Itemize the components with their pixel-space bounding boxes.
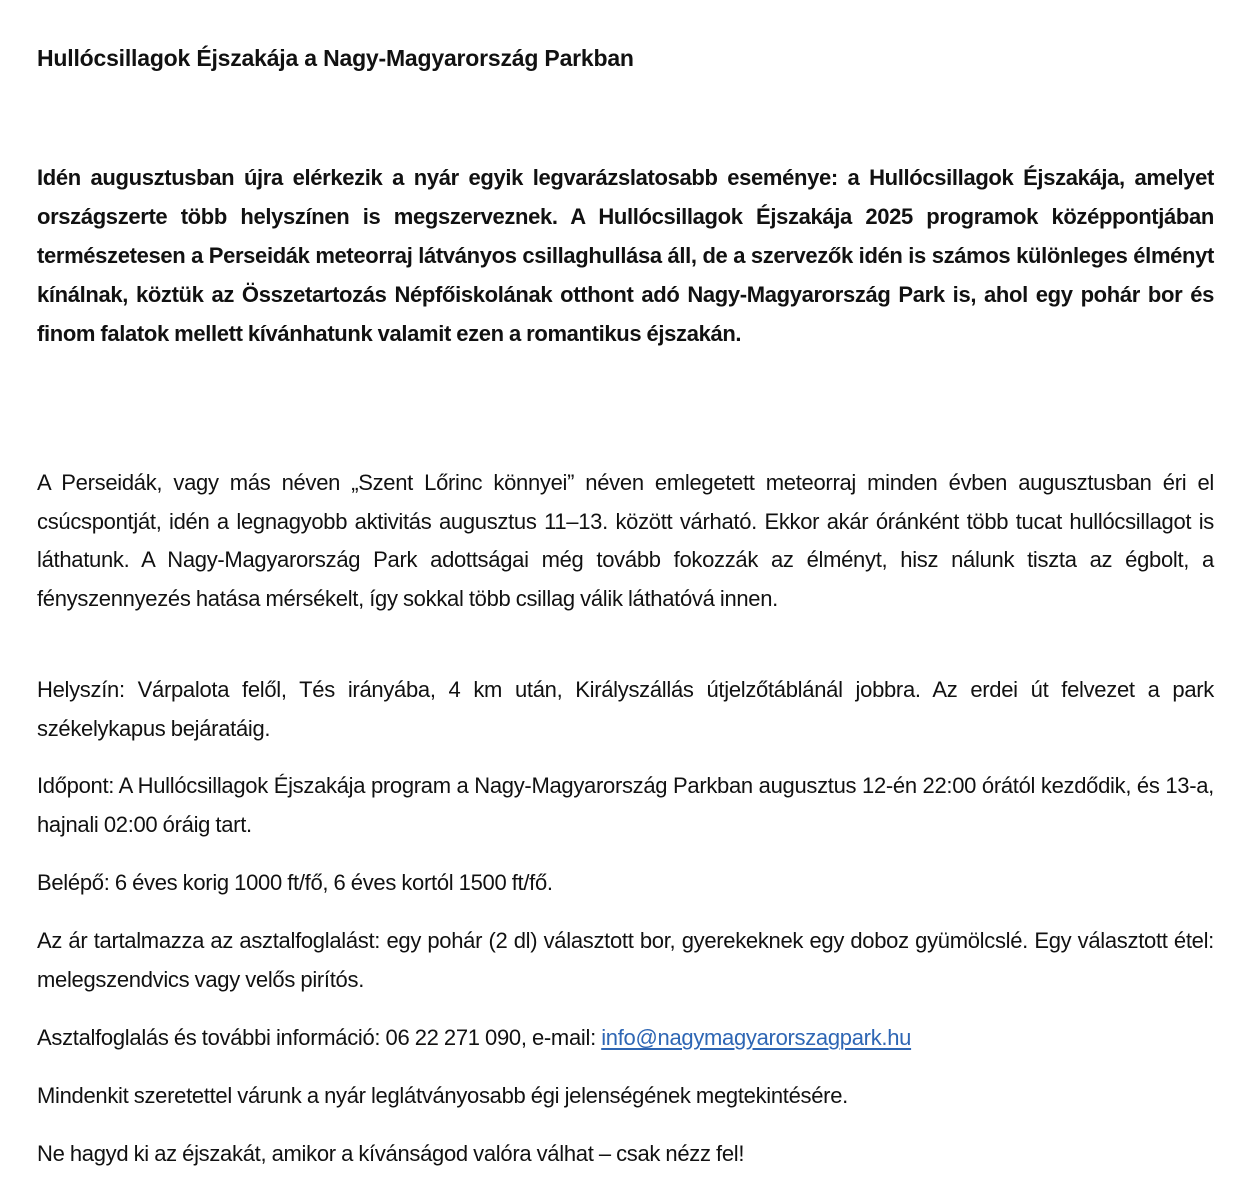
contact-text: Asztalfoglalás és további információ: 06 22 271 090, e-mail: (37, 1025, 602, 1050)
paragraph-perseids: A Perseidák, vagy más néven „Szent Lőrinc könnyei” néven emlegetett meteorraj minden évben augusztusban éri el csúcspontját, idén a legnagyobb aktivitás augusztus 11–13. között várható. Ekkor akár óránként több tucat hullócsillagot is láthatunk. A Nagy-Magyarország Park adottságai még tovább fokozzák az élményt, hisz nálunk tiszta az égbolt, a fényszennyezés hatása mérsékelt, így sokkal több csillag válik láthatóvá innen. (37, 470, 1214, 611)
paragraph-contact (37, 1019, 1214, 1058)
email-link[interactable]: info@nagymagyarorszagpark.hu (601, 1025, 912, 1050)
lead-paragraph: Idén augusztusban újra elérkezik a nyár egyik legvarázslatosabb eseménye: a Hullócsillagok Éjszakája, amelyet országszerte több helyszínen is megszerveznek. A Hullócsillagok Éjszakája 2025 programok középpontjában természetesen a Perseidák meteorraj látványos csillaghullása áll, de a szervezők idén is számos különleges élményt kínálnak, köztük az Összetartozás Népfőiskolának otthont adó Nagy-Magyarország Park is, ahol egy pohár bor és finom falatok mellett kívánhatunk valamit ezen a romantikus éjszakán. (37, 165, 1214, 346)
paragraph-location: Helyszín: Várpalota felől, Tés irányába, 4 km után, Királyszállás útjelzőtáblánál jobbra. Az erdei út felvezet a park székelykapus bejáratáig. (37, 677, 1214, 741)
paragraph-time: Időpont: A Hullócsillagok Éjszakája program a Nagy-Magyarország Parkban augusztus 12-én 22:00 órától kezdődik, és 13-a, hajnali 02:00 óráig tart. (37, 773, 1214, 837)
paragraph-entry-price: Belépő: 6 éves korig 1000 ft/fő, 6 éves kortól 1500 ft/fő. (37, 870, 553, 895)
paragraph-closing: Ne hagyd ki az éjszakát, amikor a kívánságod valóra válhat – csak nézz fel! (37, 1141, 745, 1166)
paragraph-welcome: Mindenkit szeretettel várunk a nyár leglátványosabb égi jelenségének megtekintésére. (37, 1083, 848, 1108)
paragraph-price-includes: Az ár tartalmazza az asztalfoglalást: egy pohár (2 dl) választott bor, gyerekeknek egy doboz gyümölcslé. Egy választott étel: melegszendvics vagy velős pirítós. (37, 928, 1214, 992)
document-title: Hullócsillagok Éjszakája a Nagy-Magyarország Parkban (37, 45, 634, 71)
